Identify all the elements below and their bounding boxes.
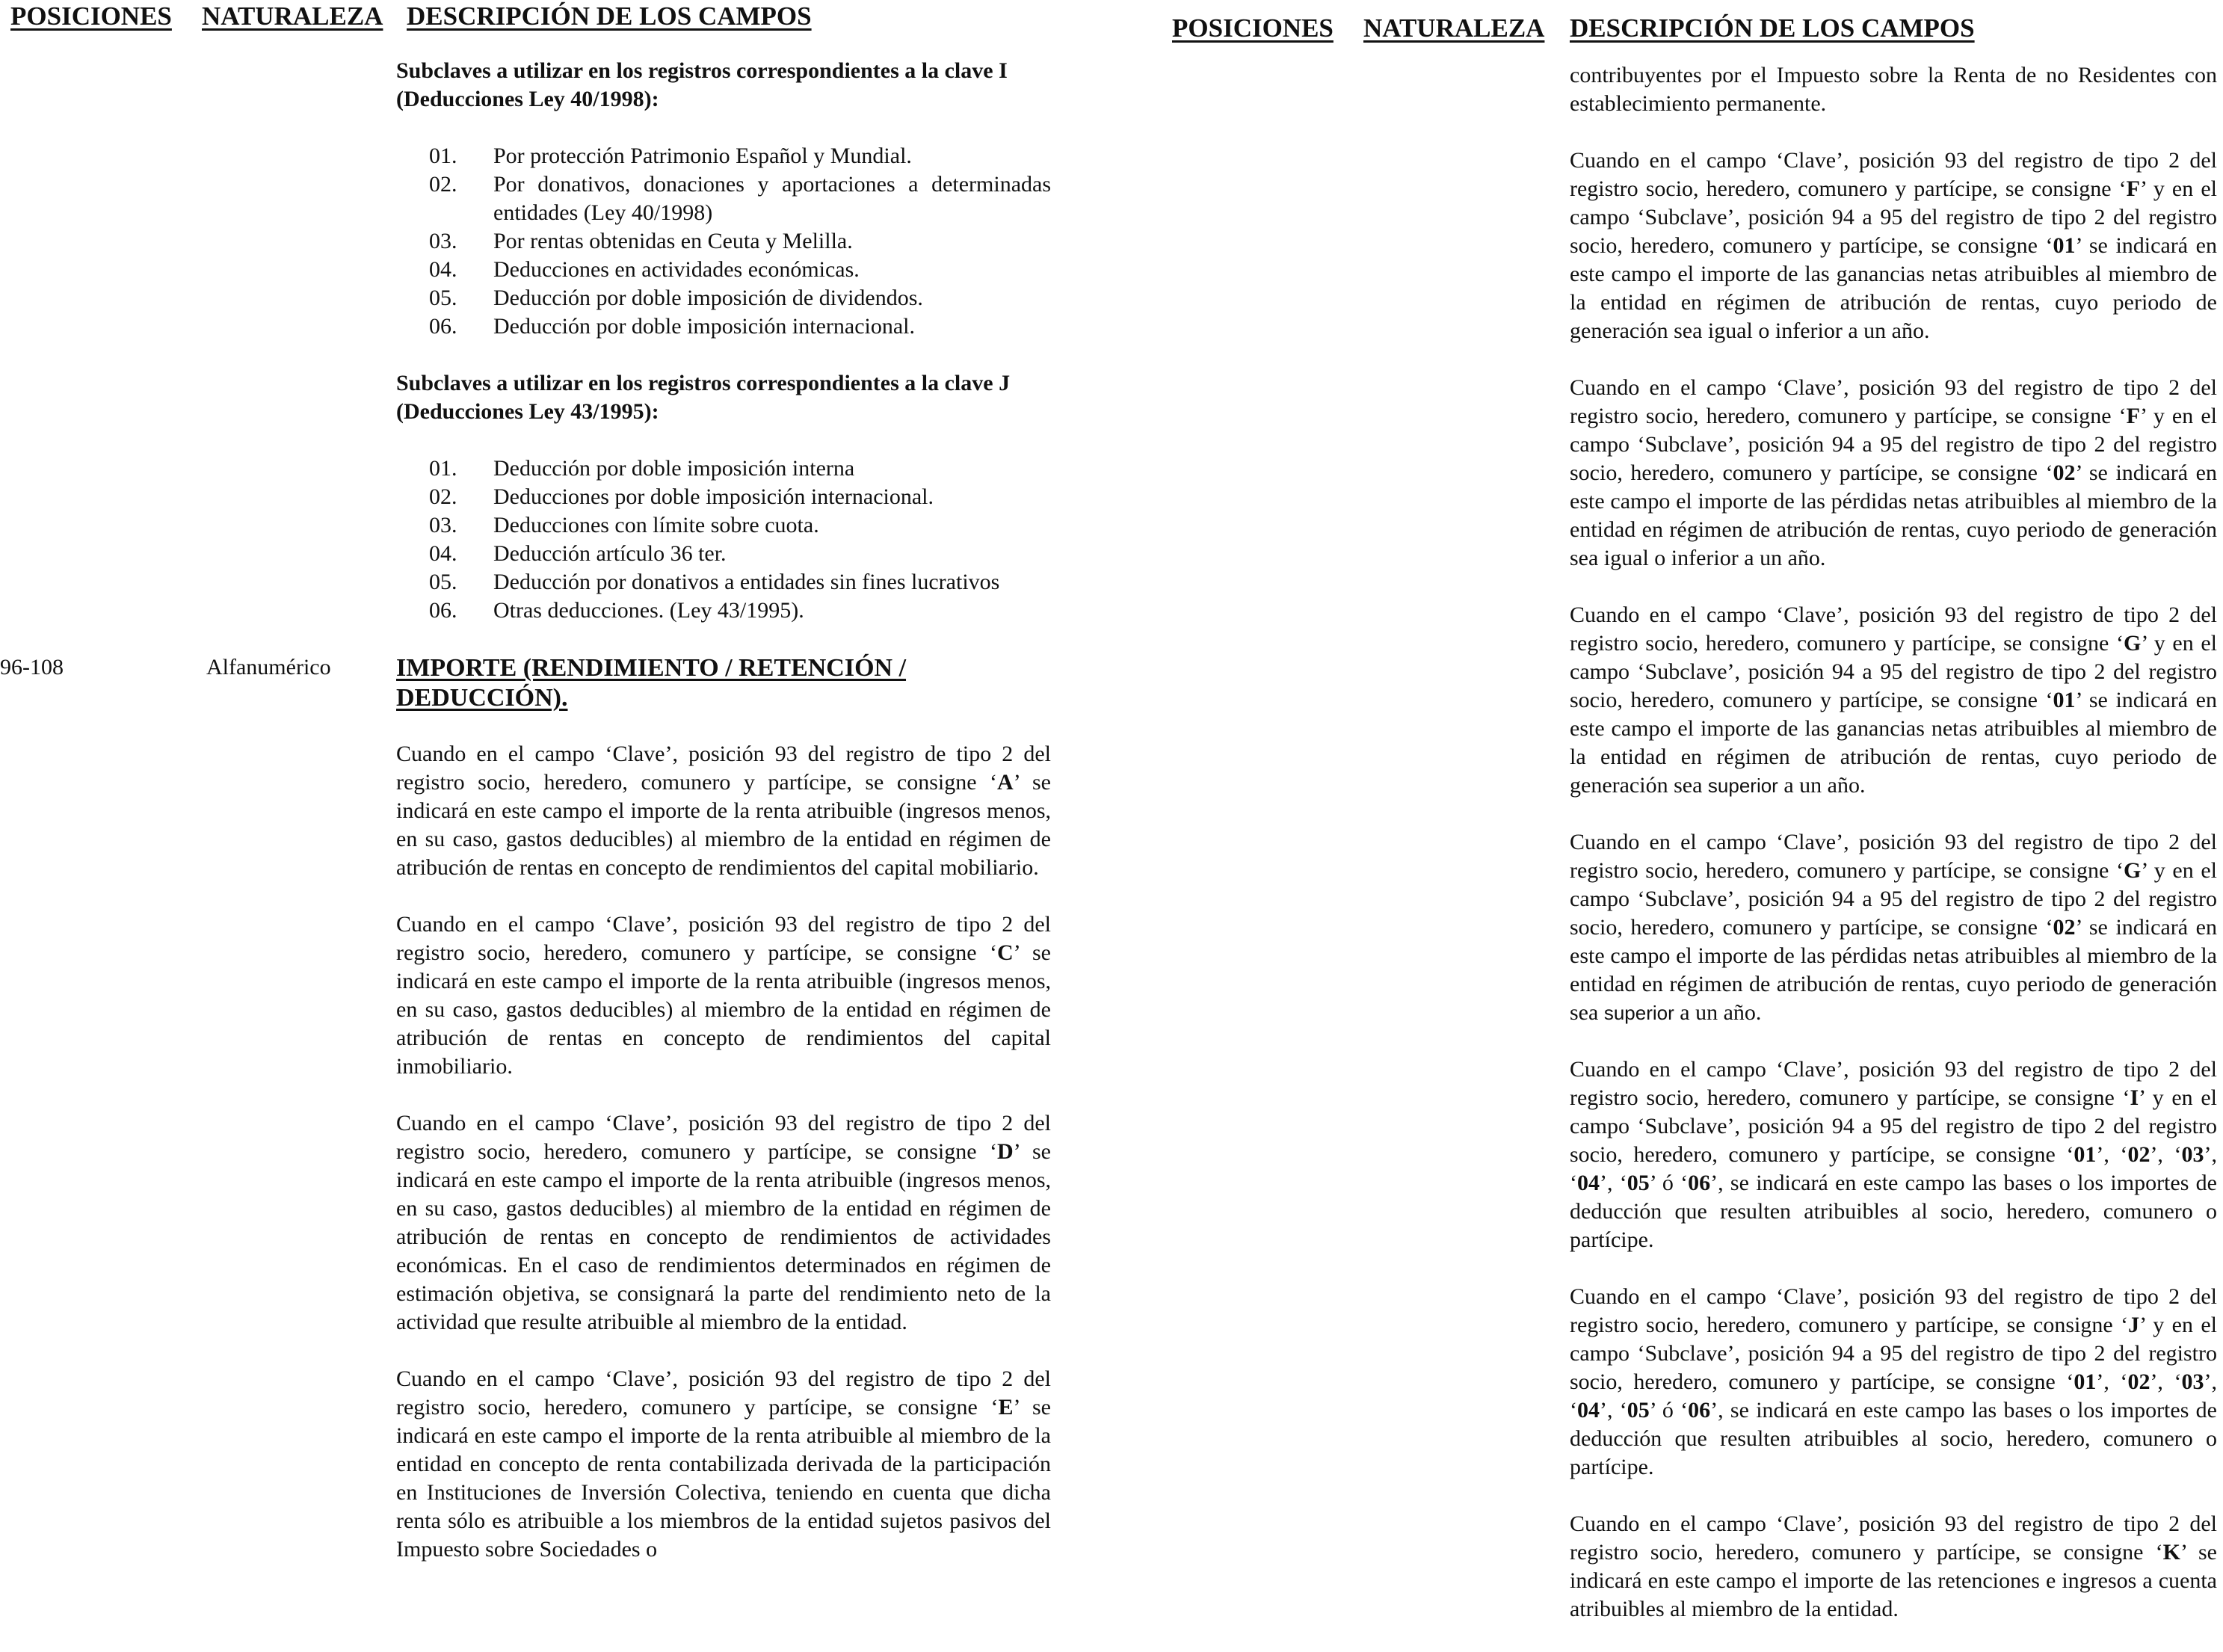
subclave-code: 02 [2127,1369,2150,1394]
item-text: Deducciones en actividades económicas. [493,257,860,282]
subclave-code: 04 [1577,1398,1600,1423]
text: Cuando en el campo ‘Clave’, posición 93 del registro de tipo 2 del registro socio, heredero, comunero y partícipe, se consigne ‘ [1570,602,2217,656]
item-text: Deducciones por doble imposición internacional. [493,484,934,509]
text: a un año. [1778,773,1866,798]
item-number: 01. [429,456,457,481]
left-page [0,0,1076,1636]
clave-code: E [998,1395,1014,1420]
text: ’ y en el campo ‘Subclave’, posición 94 a 95 del registro de tipo 2 del registro socio, heredero, comunero y partícipe, se consigne ‘ [1570,404,2217,485]
paragraph-clave-g-01 [1570,601,2217,800]
subclaves-i-heading-line2: (Deducciones Ley 40/1998): [396,87,659,111]
item-number: 05. [429,286,457,310]
text: Cuando en el campo ‘Clave’, posición 93 del registro de tipo 2 del registro socio, heredero, comunero y partícipe, se consigne ‘ [1570,1284,2217,1337]
text: a un año. [1674,1000,1762,1025]
clave-code: F [2126,176,2140,201]
text: ’, se indicará en este campo las bases o los importes de deducción que resulten atribuibles al socio, heredero, comunero o partícipe. [1570,1398,2217,1479]
subclaves-j-heading-line2: (Deducciones Ley 43/1995): [396,399,659,424]
item-number: 03. [429,513,457,537]
paragraph-clave-f-01 [1570,147,2217,345]
text: ’ se indicará en este campo el importe de las retenciones e ingresos a cuenta atribuibles al miembro de la entidad. [1570,1540,2217,1621]
subclave-code: 01 [2053,233,2076,258]
item-number: 05. [429,570,457,594]
text: ’ se indicará en este campo el importe de las pérdidas netas atribuibles al miembro de la entidad en régimen de atribución de rentas, cuyo periodo de generación sea [1570,915,2217,1025]
text: Cuando en el campo ‘Clave’, posición 93 del registro de tipo 2 del registro socio, heredero, comunero y partícipe, se consigne ‘ [1570,830,2217,883]
text: ’ y en el campo ‘Subclave’, posición 94 a 95 del registro de tipo 2 del registro socio, heredero, comunero y partícipe, se consigne ‘ [1570,1313,2217,1394]
subclaves-j-heading-line1: Subclaves a utilizar en los registros correspondientes a la clave J [396,371,1011,395]
header-descripcion: DESCRIPCIÓN DE LOS CAMPOS [1570,13,1975,43]
item-text: Deducción artículo 36 ter. [493,541,727,566]
item-text: Deducción por doble imposición de dividendos. [493,286,923,310]
text: ’ y en el campo ‘Subclave’, posición 94 a 95 del registro de tipo 2 del registro socio, heredero, comunero y partícipe, se consigne ‘ [1570,858,2217,940]
text: ’ se indicará en este campo el importe de la renta atribuible (ingresos menos, en su caso, gastos deducibles) al miembro de la entidad en régimen de atribución de rentas en concepto de rendimientos del capital inmobiliario. [396,940,1051,1079]
text: Cuando en el campo ‘Clave’, posición 93 del registro de tipo 2 del registro socio, heredero, comunero y partícipe, se consigne ‘ [1570,148,2217,201]
text: ’, se indicará en este campo las bases o los importes de deducción que resulten atribuibles al socio, heredero, comunero o partícipe. [1570,1171,2217,1252]
paragraph-clave-a [396,740,1051,882]
list-item [396,284,1051,312]
header-posiciones: POSICIONES [1172,13,1334,43]
text: Cuando en el campo ‘Clave’, posición 93 del registro de tipo 2 del registro socio, heredero, comunero y partícipe, se consigne ‘ [396,1111,1051,1164]
subclaves-j-list [396,454,1051,625]
text: superior [1603,1002,1674,1024]
subclaves-i-list [396,142,1051,341]
subclaves-j-heading [396,369,1051,426]
clave-code: A [997,770,1014,795]
item-text: Por rentas obtenidas en Ceuta y Melilla. [493,229,853,253]
header-descripcion: DESCRIPCIÓN DE LOS CAMPOS [407,1,812,31]
text: ’ y en el campo ‘Subclave’, posición 94 a 95 del registro de tipo 2 del registro socio, heredero, comunero y partícipe, se consigne ‘ [1570,176,2217,258]
clave-code: I [2130,1085,2139,1110]
subclave-code: 03 [2181,1369,2204,1394]
subclave-code: 02 [2053,460,2076,485]
list-item [396,256,1051,284]
clave-code: F [2126,404,2140,428]
text: ’ y en el campo ‘Subclave’, posición 94 a 95 del registro de tipo 2 del registro socio, heredero, comunero y partícipe, se consigne ‘ [1570,631,2217,712]
text: Cuando en el campo ‘Clave’, posición 93 del registro de tipo 2 del registro socio, heredero, comunero y partícipe, se consigne ‘ [1570,375,2217,428]
clave-code: G [2124,631,2142,656]
list-item [396,227,1051,256]
item-number: 06. [429,598,457,623]
paragraph-clave-d [396,1109,1051,1337]
list-item [396,454,1051,483]
subclave-code: 05 [1627,1398,1650,1423]
paragraph-clave-f-02 [1570,374,2217,573]
item-text: Por donativos, donaciones y aportaciones a determinadas entidades (Ley 40/1998) [493,172,1051,225]
text: ’ se indicará en este campo el importe de las ganancias netas atribuibles al miembro de la entidad en régimen de atribución de rentas, cuyo periodo de generación sea igual o inferior a un año. [1570,233,2217,343]
subclave-code: 02 [2053,915,2076,940]
list-item [396,540,1051,568]
subclave-code: 01 [2074,1369,2097,1394]
subclaves-i-heading-line1: Subclaves a utilizar en los registros correspondientes a la clave I [396,58,1008,83]
list-item [396,312,1051,341]
list-item [396,142,1051,170]
text: ’ se indicará en este campo el importe de las pérdidas netas atribuibles al miembro de la entidad en régimen de atribución de rentas, cuyo periodo de generación sea igual o inferior a un año. [1570,460,2217,570]
text: Cuando en el campo ‘Clave’, posición 93 del registro de tipo 2 del registro socio, heredero, comunero y partícipe, se consigne ‘ [1570,1057,2217,1110]
text: ’ se indicará en este campo el importe de las ganancias netas atribuibles al miembro de la entidad en régimen de atribución de rentas, cuyo periodo de generación sea [1570,688,2217,798]
item-number: 03. [429,229,457,253]
header-posiciones: POSICIONES [10,1,172,31]
list-item [396,483,1051,511]
description-column [1570,61,2217,1652]
subclave-code: 05 [1627,1171,1650,1195]
subclave-code: 03 [2181,1142,2204,1167]
subclaves-i-heading [396,57,1051,114]
field-title: IMPORTE (RENDIMIENTO / RETENCIÓN / DEDUCCIÓN). [396,654,907,712]
item-text: Deducción por doble imposición interna [493,456,855,481]
text: Cuando en el campo ‘Clave’, posición 93 del registro de tipo 2 del registro socio, heredero, comunero y partícipe, se consigne ‘ [396,1366,1051,1420]
subclave-code: 02 [2127,1142,2150,1167]
text: Cuando en el campo ‘Clave’, posición 93 del registro de tipo 2 del registro socio, heredero, comunero y partícipe, se consigne ‘ [396,912,1051,965]
item-number: 02. [429,484,457,509]
text: Cuando en el campo ‘Clave’, posición 93 del registro de tipo 2 del registro socio, heredero, comunero y partícipe, se consigne ‘ [1570,1511,2217,1565]
clave-code: G [2124,858,2142,883]
text: Cuando en el campo ‘Clave’, posición 93 del registro de tipo 2 del registro socio, heredero, comunero y partícipe, se consigne ‘ [396,742,1051,795]
paragraph-clave-c [396,910,1051,1081]
text: ’ se indicará en este campo el importe de la renta atribuible (ingresos menos, en su caso, gastos deducibles) al miembro de la entidad en régimen de atribución de rentas en concepto de rendimientos de actividades económicas. En el caso de rendimientos determinados en régimen de estimación objetiva, se consignará la parte del rendimiento neto de la actividad que resulte atribuible al miembro de la entidad. [396,1139,1051,1334]
paragraph-clave-i: Cuando en el campo ‘Clave’, posición 93 del registro de tipo 2 del registro socio, heredero, comunero y partícipe, se consigne ‘I’ y en el campo ‘Subclave’, posición 94 a 95 del registro de tipo 2 del registro socio, heredero, comunero y partícipe, se consigne ‘01’, ‘02’, ‘03’, ‘04’, ‘05’ ó ‘06’, se indicará en este campo las bases o los importes de deducción que resulten atribuibles al socio, heredero, comunero o partícipe. [1570,1057,2218,1252]
clave-code: J [2128,1313,2140,1337]
paragraph-clave-j: Cuando en el campo ‘Clave’, posición 93 del registro de tipo 2 del registro socio, heredero, comunero y partícipe, se consigne ‘J’ y en el campo ‘Subclave’, posición 94 a 95 del registro de tipo 2 del registro socio, heredero, comunero y partícipe, se consigne ‘01’, ‘02’, ‘03’, ‘04’, ‘05’ ó ‘06’, se indicará en este campo las bases o los importes de deducción que resulten atribuibles al socio, heredero, comunero o partícipe. [1570,1284,2218,1479]
field-positions: 96-108 [0,655,64,679]
item-text: Otras deducciones. (Ley 43/1995). [493,598,804,623]
paragraph-clave-g-02 [1570,828,2217,1027]
field-nature: Alfanumérico [206,655,331,679]
subclave-code: 06 [1688,1171,1711,1195]
subclave-code: 01 [2074,1142,2097,1167]
continuation-text: contribuyentes por el Impuesto sobre la Renta de no Residentes con establecimiento permanente. [1570,63,2217,116]
item-text: Deducción por doble imposición internacional. [493,314,916,339]
text: superior [1707,774,1778,797]
clave-code: K [2162,1540,2181,1565]
text: ’ y en el campo ‘Subclave’, posición 94 a 95 del registro de tipo 2 del registro socio, heredero, comunero y partícipe, se consigne ‘ [1570,1085,2217,1167]
item-number: 04. [429,541,457,566]
subclave-code: 04 [1577,1171,1600,1195]
list-item [396,511,1051,540]
field-importe [0,653,1051,713]
item-number: 06. [429,314,457,339]
subclave-code: 01 [2053,688,2076,712]
clave-code: D [997,1139,1014,1164]
paragraph-clave-e [396,1365,1051,1564]
text: ’ se indicará en este campo el importe de la renta atribuible (ingresos menos, en su caso, gastos deducibles) al miembro de la entidad en régimen de atribución de rentas en concepto de rendimientos del capital mobiliario. [396,770,1051,880]
item-text: Deducción por donativos a entidades sin fines lucrativos [493,570,1000,594]
item-number: 02. [429,172,457,197]
list-item [396,597,1051,625]
right-page [1166,0,2223,1636]
header-naturaleza: NATURALEZA [202,1,383,31]
subclave-code: 06 [1688,1398,1711,1423]
description-column [0,57,1051,1592]
paragraph-clave-k [1570,1510,2217,1624]
list-item [396,170,1051,227]
item-text: Deducciones con límite sobre cuota. [493,513,819,537]
item-number: 01. [429,144,457,168]
list-item [396,568,1051,597]
header-naturaleza: NATURALEZA [1363,13,1545,43]
item-number: 04. [429,257,457,282]
item-text: Por protección Patrimonio Español y Mundial. [493,144,912,168]
text: ’ se indicará en este campo el importe de la renta atribuible al miembro de la entidad en concepto de renta contabilizada derivada de la participación en Instituciones de Inversión Colectiva, teniendo en cuenta que dicha renta sólo es atribuible a los miembros de la entidad sujetos pasivos del Impuesto sobre Sociedades o [396,1395,1051,1562]
clave-code: C [997,940,1014,965]
